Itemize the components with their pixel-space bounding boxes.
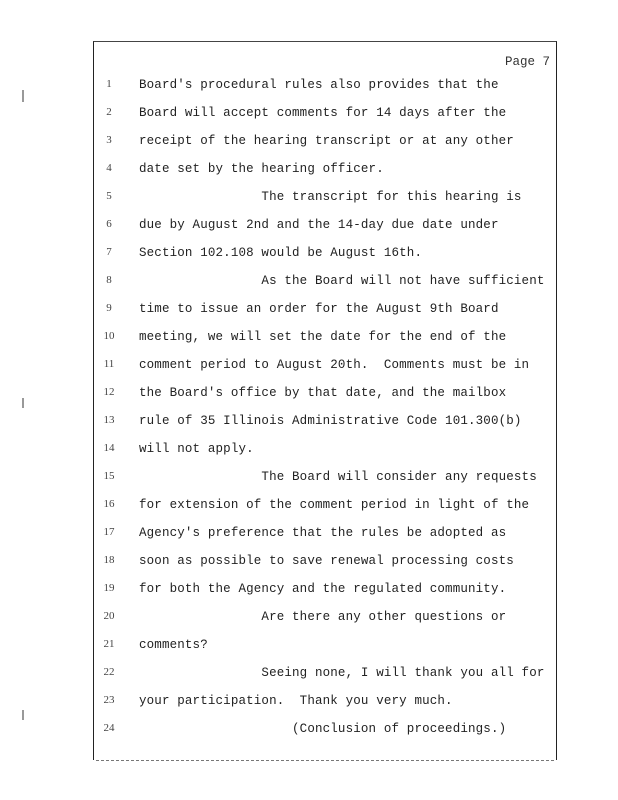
scan-mark xyxy=(22,710,24,720)
line-number: 5 xyxy=(106,190,112,202)
line-number: 15 xyxy=(103,470,115,482)
line-text: receipt of the hearing transcript or at any other xyxy=(139,134,514,148)
page-number: Page 7 xyxy=(504,55,550,69)
line-text: date set by the hearing officer. xyxy=(139,162,384,176)
line-text: Seeing none, I will thank you all for xyxy=(139,666,545,680)
transcript-line xyxy=(96,554,554,574)
line-text: Are there any other questions or xyxy=(139,610,507,624)
line-text: comments? xyxy=(139,638,208,652)
line-text: will not apply. xyxy=(139,442,254,456)
transcript-line xyxy=(96,358,554,378)
transcript-line xyxy=(96,414,554,434)
line-text: Agency's preference that the rules be adopted as xyxy=(139,526,507,540)
line-number: 4 xyxy=(106,162,112,174)
transcript-line xyxy=(96,610,554,630)
line-text: your participation. Thank you very much. xyxy=(139,694,453,708)
bottom-rule xyxy=(96,760,554,761)
transcript-line xyxy=(96,666,554,686)
transcript-line xyxy=(96,162,554,182)
transcript-line xyxy=(96,498,554,518)
transcript-line xyxy=(96,526,554,546)
line-number: 21 xyxy=(103,638,115,650)
scan-mark xyxy=(22,398,24,408)
line-text: Section 102.108 would be August 16th. xyxy=(139,246,423,260)
line-text: As the Board will not have sufficient xyxy=(139,274,545,288)
transcript-line xyxy=(96,190,554,210)
transcript-line xyxy=(96,78,554,98)
transcript-line xyxy=(96,722,554,742)
line-text: for both the Agency and the regulated community. xyxy=(139,582,507,596)
line-number: 1 xyxy=(106,78,112,90)
line-number: 9 xyxy=(106,302,112,314)
transcript-line xyxy=(96,218,554,238)
transcript-line xyxy=(96,330,554,350)
line-text: due by August 2nd and the 14-day due date under xyxy=(139,218,499,232)
transcript-line xyxy=(96,134,554,154)
transcript-line xyxy=(96,386,554,406)
line-number: 7 xyxy=(106,246,112,258)
line-number: 10 xyxy=(103,330,115,342)
line-number: 17 xyxy=(103,526,115,538)
transcript-line xyxy=(96,106,554,126)
line-text: The Board will consider any requests xyxy=(139,470,537,484)
line-text: meeting, we will set the date for the end of the xyxy=(139,330,507,344)
transcript-line xyxy=(96,638,554,658)
line-number: 13 xyxy=(103,414,115,426)
line-number: 19 xyxy=(103,582,115,594)
line-number: 20 xyxy=(103,610,115,622)
transcript-line xyxy=(96,274,554,294)
transcript-line xyxy=(96,694,554,714)
line-text: for extension of the comment period in light of the xyxy=(139,498,530,512)
line-number: 6 xyxy=(106,218,112,230)
transcript-line xyxy=(96,582,554,602)
scan-mark xyxy=(22,90,24,102)
transcript-line xyxy=(96,442,554,462)
line-text: (Conclusion of proceedings.) xyxy=(139,722,507,736)
line-text: soon as possible to save renewal processing costs xyxy=(139,554,514,568)
line-text: Board's procedural rules also provides that the xyxy=(139,78,499,92)
line-number: 12 xyxy=(103,386,115,398)
line-text: time to issue an order for the August 9th Board xyxy=(139,302,499,316)
line-text: rule of 35 Illinois Administrative Code 101.300(b) xyxy=(139,414,522,428)
line-number: 18 xyxy=(103,554,115,566)
line-number: 24 xyxy=(103,722,115,734)
line-text: comment period to August 20th. Comments must be in xyxy=(139,358,530,372)
line-number: 2 xyxy=(106,106,112,118)
line-number: 8 xyxy=(106,274,112,286)
line-text: the Board's office by that date, and the mailbox xyxy=(139,386,507,400)
transcript-line xyxy=(96,302,554,322)
line-number: 14 xyxy=(103,442,115,454)
line-number: 23 xyxy=(103,694,115,706)
line-number: 22 xyxy=(103,666,115,678)
transcript-line xyxy=(96,470,554,490)
line-number: 16 xyxy=(103,498,115,510)
transcript-line xyxy=(96,246,554,266)
line-text: The transcript for this hearing is xyxy=(139,190,522,204)
line-number: 11 xyxy=(103,358,115,370)
line-number: 3 xyxy=(106,134,112,146)
line-text: Board will accept comments for 14 days after the xyxy=(139,106,507,120)
